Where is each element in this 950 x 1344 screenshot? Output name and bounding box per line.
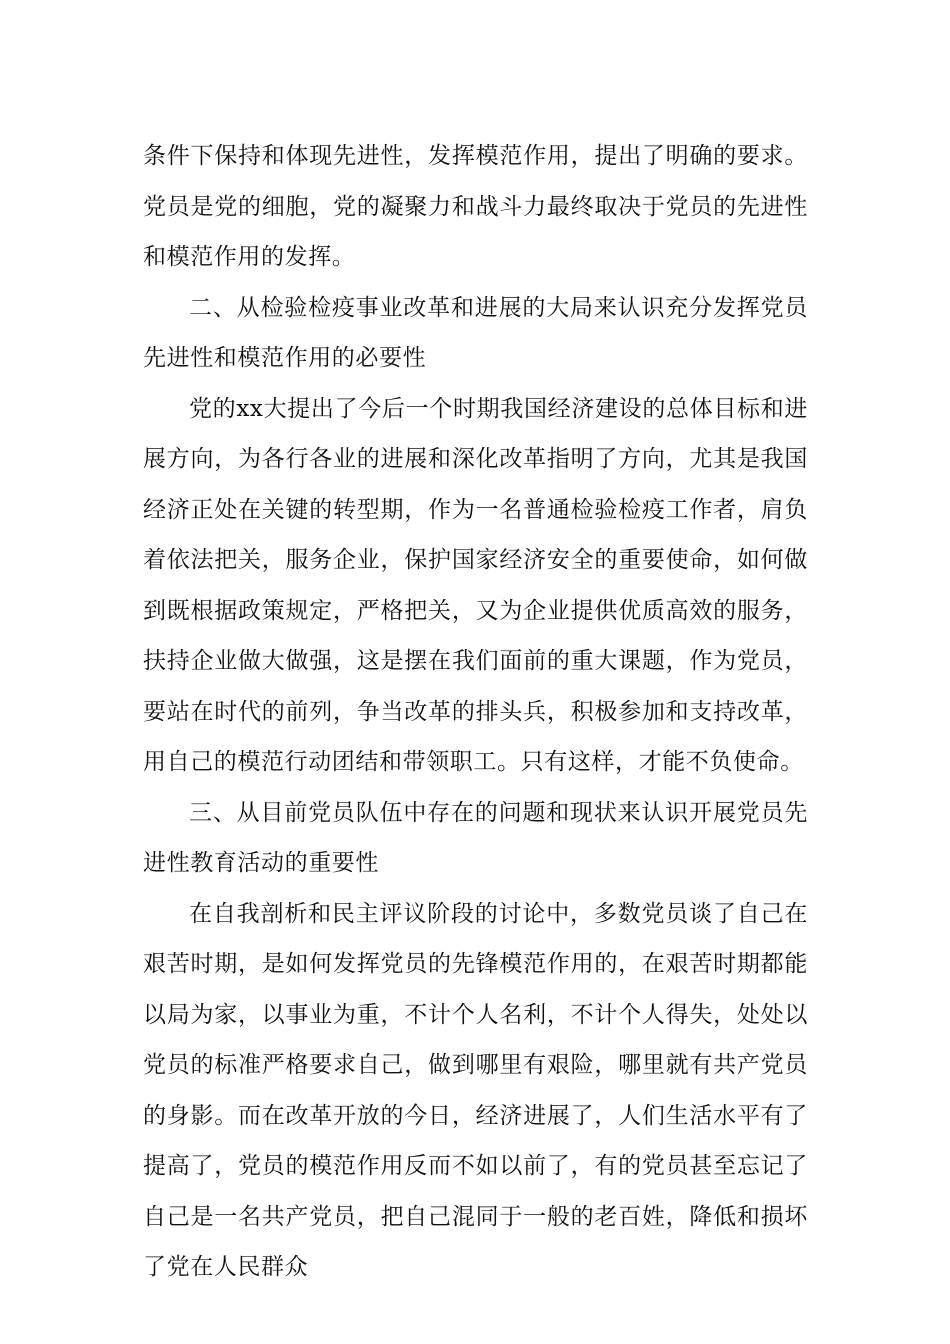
section-heading-3: 三、从目前党员队伍中存在的问题和现状来认识开展党员先进性教育活动的重要性 xyxy=(143,799,808,876)
section-heading-2: 二、从检验检疫事业改革和进展的大局来认识充分发挥党员先进性和模范作用的必要性 xyxy=(143,294,808,371)
paragraph-body: 党的xx大提出了今后一个时期我国经济建设的总体目标和进展方向，为各行各业的进展和深化改革指明了方向，尤其是我国经济正处在关键的转型期，作为一名普通检验检疫工作者，肩负着依法把关，服务企业，保护国家经济安全的重要使命，如何做到既根据政策规定，严格把关，又为企业提供优质高效的服务，扶持企业做大做强，这是摆在我们面前的重大课题，作为党员，要站在时代的前列，争当改革的排头兵，积极参加和支持改革，用自己的模范行动团结和带领职工。只有这样，才能不负使命。 xyxy=(143,395,808,775)
paragraph-continuation: 条件下保持和体现先进性，发挥模范作用，提出了明确的要求。党员是党的细胞，党的凝聚力和战斗力最终取决于党员的先进性和模范作用的发挥。 xyxy=(143,143,808,270)
document-body xyxy=(143,131,808,1293)
paragraph-body: 在自我剖析和民主评议阶段的讨论中，多数党员谈了自己在艰苦时期，是如何发挥党员的先锋模范作用的，在艰苦时期都能以局为家，以事业为重，不计个人名利，不计个人得失，处处以党员的标准严格要求自己，做到哪里有艰险，哪里就有共产党员的身影。而在改革开放的今日，经济进展了，人们生活水平有了提高了，党员的模范作用反而不如以前了，有的党员甚至忘记了自己是一名共产党员，把自己混同于一般的老百姓，降低和损坏了党在人民群众 xyxy=(143,900,808,1280)
